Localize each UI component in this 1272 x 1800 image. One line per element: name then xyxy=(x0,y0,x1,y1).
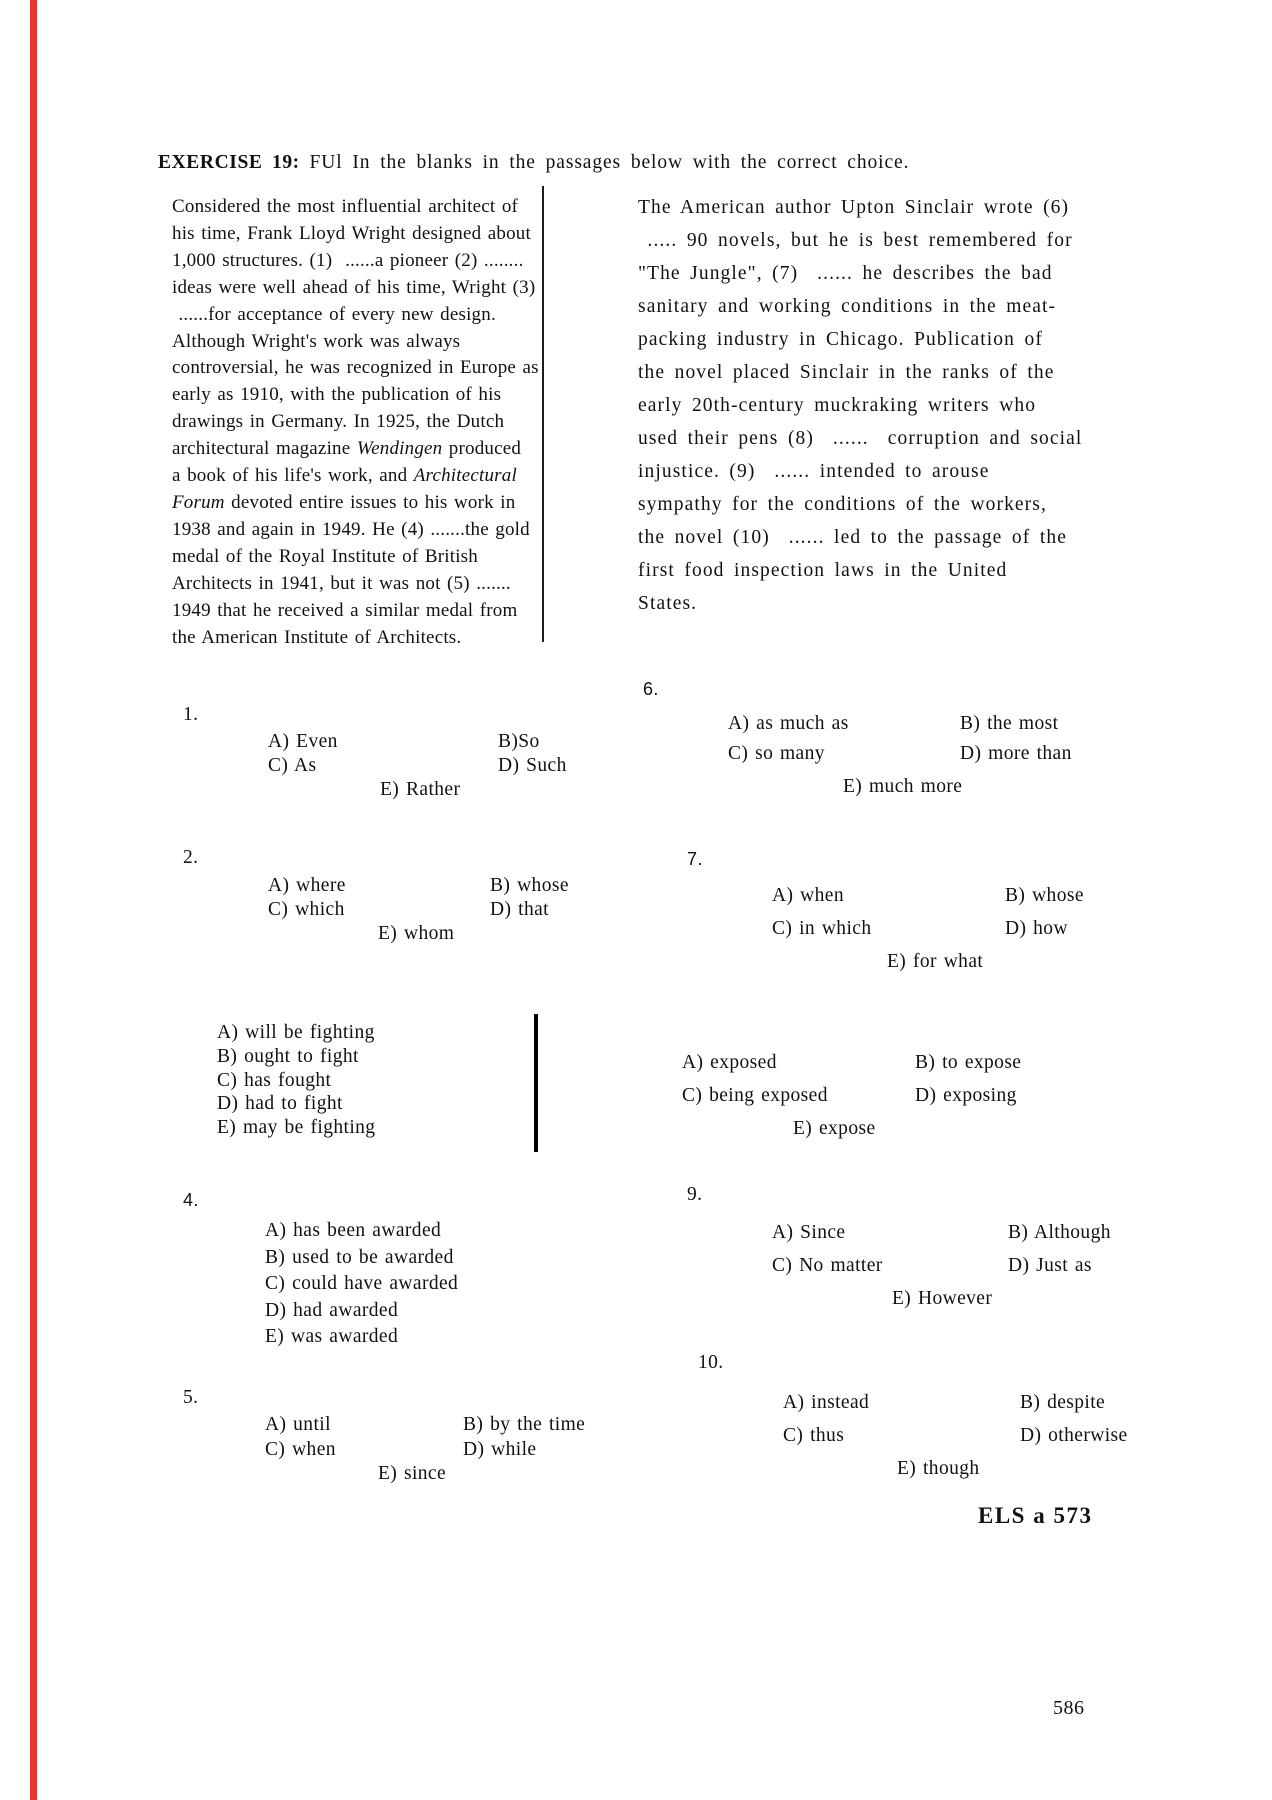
passage-line xyxy=(172,517,539,544)
passage-text: medal of the Royal Institute of British xyxy=(172,545,478,567)
passage-line xyxy=(638,488,1082,521)
passage-left xyxy=(172,194,539,651)
passage-right xyxy=(638,191,1082,620)
passage-text: 1938 and again in 1949. He (4) .......the gold xyxy=(172,518,530,540)
answer-option-d: D) how xyxy=(1005,918,1068,939)
answer-option-d: D) exposing xyxy=(915,1085,1017,1106)
passage-text: architectural magazine xyxy=(172,438,357,460)
option-row xyxy=(772,1216,1111,1249)
passage-text: first food inspection laws in the United xyxy=(638,560,1008,581)
option-row xyxy=(268,898,569,922)
option-row xyxy=(217,1116,375,1140)
option-row xyxy=(265,1462,585,1487)
option-row xyxy=(268,874,569,898)
passage-text: ......for acceptance of every new design. xyxy=(172,303,496,325)
passage-text: injustice. (9) ...... intended to arouse xyxy=(638,461,990,482)
question-options xyxy=(682,1046,1021,1145)
answer-option-d: D) more than xyxy=(960,743,1072,764)
exercise-instruction: FUl In the blanks in the passages below with the correct choice. xyxy=(299,152,910,173)
passage-text: packing industry in Chicago. Publication of xyxy=(638,329,1043,350)
option-row xyxy=(772,945,1084,978)
answer-option-e: E) Rather xyxy=(380,779,461,800)
question-options xyxy=(728,709,1072,802)
passage-text: 1949 that he received a similar medal from xyxy=(172,599,518,621)
option-row xyxy=(728,739,1072,769)
passage-line xyxy=(172,355,539,382)
passage-line xyxy=(638,587,1082,620)
option-row xyxy=(268,922,569,946)
passage-line xyxy=(172,194,539,221)
option-row xyxy=(265,1245,458,1272)
answer-option-a: A) has been awarded xyxy=(265,1220,442,1241)
answer-option-e: E) was awarded xyxy=(265,1326,399,1348)
answer-option-e: E) since xyxy=(378,1463,447,1484)
passage-line xyxy=(172,490,539,517)
option-row xyxy=(265,1271,458,1298)
question-number: 10. xyxy=(698,1352,724,1373)
answer-option-b: B)So xyxy=(498,731,540,752)
answer-option-d: D) that xyxy=(490,899,549,920)
italic-title-text: Wendingen xyxy=(356,438,443,460)
question-options xyxy=(772,1216,1111,1315)
passage-text: the novel (10) ...... led to the passage of the xyxy=(638,527,1067,548)
option-row xyxy=(783,1419,1128,1452)
option-row xyxy=(268,730,567,754)
passage-text: early 20th-century muckraking writers who xyxy=(638,395,1037,416)
passage-line xyxy=(638,257,1082,290)
answer-option-c: C) As xyxy=(268,755,317,776)
passage-line xyxy=(172,302,539,329)
option-row xyxy=(728,709,1072,739)
answer-option-e: E) for what xyxy=(887,951,984,972)
option-row xyxy=(682,1046,1021,1079)
answer-option-b: B) the most xyxy=(960,713,1059,734)
answer-option-d: D) Just as xyxy=(1008,1255,1092,1276)
answer-option-d: D) while xyxy=(463,1438,537,1460)
option-row xyxy=(682,1112,1021,1145)
option-row xyxy=(772,912,1084,945)
answer-option-a: A) Since xyxy=(772,1222,846,1243)
passage-text: Although Wright's work was always xyxy=(172,330,461,352)
question-options xyxy=(217,1021,375,1140)
answer-option-d: D) Such xyxy=(498,755,567,776)
answer-option-c: C) when xyxy=(265,1438,336,1460)
answer-option-c: C) could have awarded xyxy=(265,1273,459,1295)
question-options xyxy=(783,1386,1128,1485)
question-number: 7. xyxy=(687,849,703,869)
passage-line xyxy=(172,329,539,356)
answer-option-c: C) in which xyxy=(772,918,872,939)
passage-text: the American Institute of Architects. xyxy=(172,626,462,648)
passage-line xyxy=(638,521,1082,554)
option-row xyxy=(728,769,1072,802)
left-margin-rule xyxy=(30,0,37,1800)
answer-option-b: B) used to be awarded xyxy=(265,1246,454,1268)
answer-option-b: B) Although xyxy=(1008,1222,1111,1243)
passage-text: ideas were well ahead of his time, Wright (3) xyxy=(172,276,536,298)
exercise-label: EXERCISE 19: xyxy=(158,152,300,173)
passage-text: Considered the most influential architect of xyxy=(172,196,519,217)
answer-option-a: A) where xyxy=(268,875,346,896)
option-row xyxy=(265,1413,585,1438)
passage-line xyxy=(638,554,1082,587)
question-divider-rule xyxy=(534,1014,538,1152)
passage-line xyxy=(638,422,1082,455)
italic-title-text: Architectural xyxy=(413,465,517,487)
passage-text: used their pens (8) ...... corruption and social xyxy=(638,428,1083,449)
passage-text: produced xyxy=(442,438,522,460)
option-row xyxy=(268,778,567,802)
option-row xyxy=(217,1021,375,1045)
passage-text: drawings in Germany. In 1925, the Dutch xyxy=(172,411,505,433)
passage-line xyxy=(172,598,539,625)
italic-title-text: Forum xyxy=(172,491,225,513)
answer-option-c: C) being exposed xyxy=(682,1085,828,1106)
answer-option-a: A) exposed xyxy=(682,1052,777,1073)
passage-text: States. xyxy=(638,593,698,614)
option-row xyxy=(217,1045,375,1069)
answer-option-e: E) much more xyxy=(843,776,963,797)
option-row xyxy=(217,1069,375,1093)
answer-option-e: E) whom xyxy=(378,923,455,944)
question-number: 5. xyxy=(183,1387,199,1408)
answer-option-c: C) so many xyxy=(728,743,825,764)
page-number: 586 xyxy=(1053,1697,1085,1719)
option-row xyxy=(265,1438,585,1463)
passage-line xyxy=(172,436,539,463)
passage-text: ..... 90 novels, but he is best remembered for xyxy=(638,230,1073,251)
passage-line xyxy=(638,290,1082,323)
passage-text: "The Jungle", (7) ...... he describes the bad xyxy=(638,263,1053,284)
passage-line xyxy=(638,356,1082,389)
exercise-header xyxy=(158,152,909,174)
passage-text: controversial, he was recognized in Europe as xyxy=(172,357,539,379)
passage-line xyxy=(172,625,539,652)
passage-text: sympathy for the conditions of the workers, xyxy=(638,494,1047,515)
question-options xyxy=(268,874,569,946)
option-row xyxy=(265,1298,458,1325)
answer-option-c: C) thus xyxy=(783,1425,845,1446)
option-row xyxy=(268,754,567,778)
answer-option-b: B) to expose xyxy=(915,1052,1022,1073)
option-row xyxy=(772,1249,1111,1282)
passage-line xyxy=(172,275,539,302)
option-row xyxy=(682,1079,1021,1112)
els-code: ELS a 573 xyxy=(978,1503,1093,1528)
answer-option-e: E) may be fighting xyxy=(217,1117,376,1139)
answer-option-c: C) has fought xyxy=(217,1069,332,1091)
passage-line xyxy=(172,544,539,571)
passage-line xyxy=(172,382,539,409)
answer-option-c: C) No matter xyxy=(772,1255,883,1276)
passage-line xyxy=(638,389,1082,422)
answer-option-d: D) otherwise xyxy=(1020,1425,1128,1446)
option-row xyxy=(783,1452,1128,1485)
passage-line xyxy=(172,571,539,598)
answer-option-c: C) which xyxy=(268,899,345,920)
passage-text: Architects in 1941, but it was not (5) ....... xyxy=(172,572,511,594)
answer-option-b: B) ought to fight xyxy=(217,1045,359,1067)
answer-option-b: B) whose xyxy=(1005,885,1084,906)
question-number: 6. xyxy=(643,679,659,699)
answer-option-e: E) However xyxy=(892,1288,993,1309)
answer-option-b: B) by the time xyxy=(463,1414,586,1435)
option-row xyxy=(772,879,1084,912)
passage-line xyxy=(172,248,539,275)
question-options xyxy=(265,1413,585,1487)
passage-line xyxy=(172,463,539,490)
passage-line xyxy=(638,323,1082,356)
answer-option-a: A) will be fighting xyxy=(217,1022,375,1043)
passage-text: sanitary and working conditions in the meat- xyxy=(638,296,1057,317)
question-options xyxy=(265,1218,458,1351)
passage-line xyxy=(638,455,1082,488)
answer-option-e: E) expose xyxy=(793,1118,876,1139)
answer-option-e: E) though xyxy=(897,1458,980,1479)
option-row xyxy=(783,1386,1128,1419)
option-row xyxy=(265,1324,458,1351)
answer-option-d: D) had awarded xyxy=(265,1299,399,1321)
answer-option-b: B) despite xyxy=(1020,1392,1106,1413)
passage-line xyxy=(172,221,539,248)
passage-text: The American author Upton Sinclair wrote (6) xyxy=(638,197,1070,218)
question-number: 9. xyxy=(687,1184,703,1205)
passage-line xyxy=(638,224,1082,257)
question-number: 1. xyxy=(183,704,199,725)
passage-text: devoted entire issues to his work in xyxy=(224,491,516,513)
passage-text: 1,000 structures. (1) ......a pioneer (2) ........ xyxy=(172,249,524,271)
question-options xyxy=(268,730,567,802)
answer-option-d: D) had to fight xyxy=(217,1093,343,1115)
answer-option-b: B) whose xyxy=(490,875,569,896)
passage-line xyxy=(172,409,539,436)
passage-line xyxy=(638,191,1082,224)
answer-option-a: A) instead xyxy=(783,1392,870,1413)
question-number: 2. xyxy=(183,847,199,868)
question-number: 4. xyxy=(183,1190,199,1210)
passage-text: a book of his life's work, and xyxy=(172,465,414,487)
option-row xyxy=(772,1282,1111,1315)
answer-option-a: A) Even xyxy=(268,731,338,752)
option-row xyxy=(217,1092,375,1116)
passage-text: his time, Frank Lloyd Wright designed about xyxy=(172,222,531,244)
answer-option-a: A) as much as xyxy=(728,713,849,734)
answer-option-a: A) when xyxy=(772,885,844,906)
option-row xyxy=(265,1218,458,1245)
answer-option-a: A) until xyxy=(265,1414,331,1435)
question-options xyxy=(772,879,1084,978)
passage-column-divider xyxy=(542,186,544,642)
passage-text: the novel placed Sinclair in the ranks of the xyxy=(638,362,1055,383)
passage-text: early as 1910, with the publication of his xyxy=(172,384,502,406)
